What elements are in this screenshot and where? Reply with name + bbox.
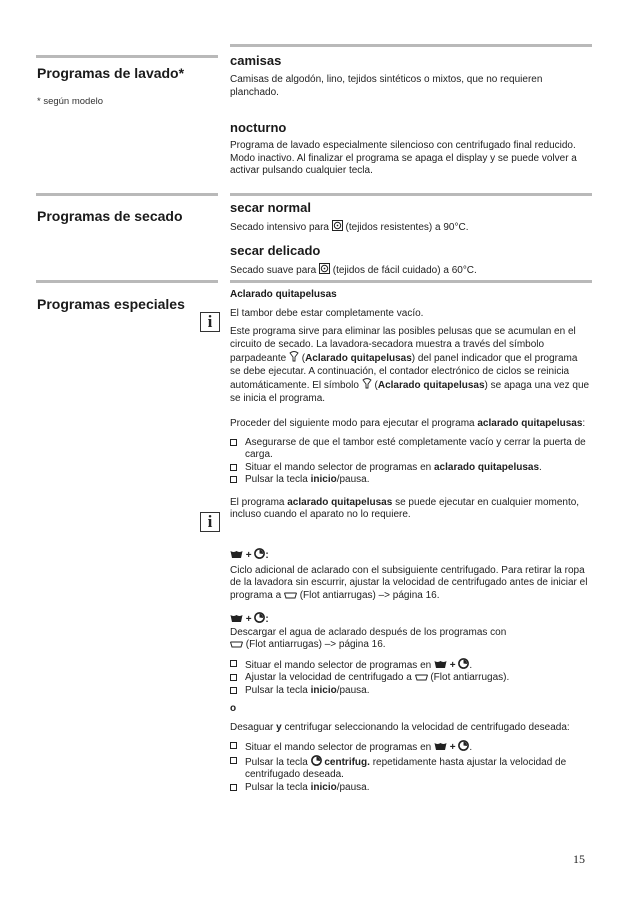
drain-plus: +: [245, 614, 252, 625]
drain-tub-icon: [230, 614, 243, 623]
list-item: [230, 658, 590, 673]
aclarado-li2-b: .: [539, 461, 542, 473]
aclarado-p2-bold-1: Aclarado quitapelusas: [305, 353, 412, 364]
secar-normal-title: secar normal: [230, 200, 311, 215]
rinse-spin-text-a: Ciclo adicional de aclarado con el subsiguiente centrifugado. Para retirar la ropa de la lavadora sin escurrir, ajustar la velocidad de centrifugado antes de iniciar el programa a: [230, 564, 588, 601]
checkbox-bullet-icon: [230, 742, 237, 749]
aclarado-p2-a: Este programa sirve para eliminar las posibles pelusas que se acumulan en el circuito de secado. La lavadora-secadora muestra a través del símbolo parpadeante: [230, 326, 576, 364]
aclarado-li2-a: Situar el mando selector de programas en: [245, 461, 432, 473]
section-rule-secado: [36, 193, 218, 196]
secar-delicado-block: [230, 243, 590, 278]
list-item: [230, 755, 590, 782]
spin-icon: [458, 740, 469, 751]
drain-colon: :: [265, 614, 269, 625]
rinse-spin-heading: [230, 548, 590, 563]
heading-programas-secado: Programas de secado: [37, 208, 183, 224]
aclarado-info-bold: aclarado quitapelusas: [287, 496, 393, 508]
list-item: [230, 740, 590, 755]
o-li3-b: /pausa.: [336, 781, 370, 793]
drain-tub-icon: [434, 742, 447, 751]
checkbox-bullet-icon: [230, 687, 237, 694]
checkbox-bullet-icon: [230, 757, 237, 764]
aclarado-p3-b: :: [582, 418, 586, 429]
info-icon: i: [200, 512, 220, 532]
o-li2-b: repetidamente hasta ajustar la velocidad de centrifugado deseada.: [245, 756, 567, 780]
aclarado-info-note: [230, 497, 590, 522]
drain-li2-a: Ajustar la velocidad de centrifugado a: [245, 672, 412, 683]
nocturno-text-2: Modo inactivo. Al finalizar el programa se apaga el display y se puede volver a activar pulsando cualquier tecla.: [230, 152, 577, 176]
heading-programas-especiales: Programas especiales: [37, 296, 185, 312]
rinse-tub-icon: [230, 550, 243, 559]
o-li1-a: Situar el mando selector de programas en: [245, 742, 432, 753]
spin-icon: [254, 548, 265, 559]
easy-care-symbol-icon: [319, 263, 330, 274]
lint-filter-icon: [362, 378, 372, 389]
aclarado-li1: Asegurarse de que el tambor esté completamente vacío y cerrar la puerta de carga.: [245, 436, 586, 460]
aclarado-p2: Este programa sirve para eliminar las posibles pelusas que se acumulan en el circuito de secado. La lavadora-secadora muestra a través del símbolo parpadeante (Aclarado quitapelusas) del panel indicador que el programa se debe ejecutar. A continuación, el contador electrónico de ciclos se reinicia automáticamente. El símbolo (Aclarado quitapelusas) se apaga una vez que se inicia el programa.: [230, 326, 590, 404]
checkbox-bullet-icon: [230, 674, 237, 681]
secar-delicado-text: [230, 263, 590, 278]
secar-normal-post: (tejidos resistentes) a 90°C.: [345, 222, 469, 233]
aclarado-p1: El tambor debe estar completamente vacío.: [230, 307, 424, 319]
checkbox-bullet-icon: [230, 476, 237, 483]
nocturno-block: [230, 120, 590, 178]
aclarado-p3-bold: aclarado quitapelusas: [477, 418, 583, 429]
camisas-title: camisas: [230, 53, 282, 68]
section-rule-right-secar: [230, 193, 592, 196]
list-item: [230, 437, 590, 462]
aclarado-li2-bold: aclarado quitapelusas: [434, 461, 540, 473]
section-rule-lavado: [36, 55, 218, 58]
nocturno-title: nocturno: [230, 120, 287, 135]
o-li1-c: .: [469, 742, 473, 753]
drain-li1-c: .: [469, 659, 473, 671]
spin-icon: [311, 755, 322, 766]
no-spin-tub-icon: [284, 591, 297, 599]
section-rule-especiales: [36, 280, 218, 283]
aclarado-block: [230, 289, 590, 522]
drain-li3-bold: inicio: [310, 684, 337, 696]
lint-filter-icon: [289, 351, 299, 362]
note-segun-modelo: * según modelo: [37, 96, 104, 107]
drain-tub-icon: [434, 660, 447, 669]
aclarado-p3-a: Proceder del siguiente modo para ejecutar el programa: [230, 418, 475, 429]
drain-heading: [230, 612, 590, 627]
o-li3-a: Pulsar la tecla: [245, 781, 308, 793]
list-item: [230, 782, 590, 795]
secar-normal-text: [230, 220, 590, 235]
nocturno-text-1: Programa de lavado especialmente silencioso con centrifugado final reducido.: [230, 140, 576, 151]
drain-text: [230, 627, 590, 652]
drain-li1-plus: +: [449, 659, 456, 671]
info-icon: i: [200, 312, 220, 332]
checkbox-bullet-icon: [230, 464, 237, 471]
checkbox-bullet-icon: [230, 660, 237, 667]
aclarado-info-a: El programa: [230, 496, 285, 508]
drain-li3-b: /pausa.: [336, 684, 370, 696]
rinse-spin-colon: :: [265, 550, 269, 561]
o-text-bold: y: [276, 721, 282, 733]
drain-li3-a: Pulsar la tecla: [245, 684, 308, 696]
drain-block: [230, 612, 590, 697]
rinse-spin-text: [230, 565, 590, 603]
o-li2-bold: centrifug.: [324, 756, 370, 768]
aclarado-li3-b: /pausa.: [336, 474, 370, 485]
secar-delicado-post: (tejidos de fácil cuidado) a 60°C.: [332, 265, 477, 276]
o-text-b: centrifugar seleccionando la velocidad de centrifugado deseada:: [284, 721, 570, 733]
o-block: [230, 703, 590, 794]
o-heading: o: [230, 703, 237, 714]
checkbox-bullet-icon: [230, 784, 237, 791]
aclarado-p2-b: ) del panel indicador que el programa se debe ejecutar. A continuación, el contador electrónico de ciclos se reinicia automáticamente. El símbolo: [230, 353, 578, 391]
spin-icon: [254, 612, 265, 623]
aclarado-p3: [230, 418, 590, 431]
rinse-spin-block: [230, 548, 590, 602]
aclarado-li3-a: Pulsar la tecla: [245, 474, 308, 485]
secar-normal-block: [230, 200, 590, 235]
list-item: [230, 672, 590, 685]
checkbox-bullet-icon: [230, 439, 237, 446]
section-rule-right-aclarado: [230, 280, 592, 283]
camisas-block: [230, 53, 590, 99]
o-li3-bold: inicio: [310, 781, 337, 793]
easy-care-symbol-icon: [332, 220, 343, 231]
aclarado-title: Aclarado quitapelusas: [230, 289, 337, 300]
aclarado-li3-bold: inicio: [310, 474, 337, 485]
list-item: [230, 685, 590, 698]
drain-li1-a: Situar el mando selector de programas en: [245, 659, 432, 671]
aclarado-p2-c: ) se apaga una vez que se inicia el programa.: [230, 380, 590, 404]
rinse-spin-text-b: (Flot antiarrugas) –> página 16.: [299, 589, 440, 601]
aclarado-info-b: se puede ejecutar en cualquier momento, incluso cuando el aparato no lo requiere.: [230, 496, 580, 520]
aclarado-p2-bold-2: Aclarado quitapelusas: [377, 380, 485, 391]
list-item: [230, 462, 590, 475]
o-text-a: Desaguar: [230, 721, 274, 733]
drain-text-b: (Flot antiarrugas) –> página 16.: [245, 639, 386, 650]
camisas-text: Camisas de algodón, lino, tejidos sintéticos o mixtos, que no requieren planchado.: [230, 74, 543, 98]
section-rule-right-camisas: [230, 44, 592, 47]
page-number: 15: [573, 852, 585, 866]
secar-delicado-pre: Secado suave para: [230, 265, 317, 276]
drain-li2-b: (Flot antiarrugas).: [430, 672, 510, 683]
no-spin-tub-icon: [230, 640, 243, 648]
spin-icon: [458, 658, 469, 669]
o-li1-plus: +: [449, 742, 456, 753]
o-li2-a: Pulsar la tecla: [245, 756, 308, 768]
list-item: [230, 474, 590, 487]
rinse-spin-plus: +: [245, 550, 252, 561]
heading-programas-lavado: Programas de lavado*: [37, 65, 185, 81]
secar-normal-pre: Secado intensivo para: [230, 222, 329, 233]
no-spin-tub-icon: [415, 673, 428, 681]
secar-delicado-title: secar delicado: [230, 243, 321, 258]
drain-text-a: Descargar el agua de aclarado después de los programas con: [230, 626, 507, 638]
o-text: [230, 722, 590, 735]
